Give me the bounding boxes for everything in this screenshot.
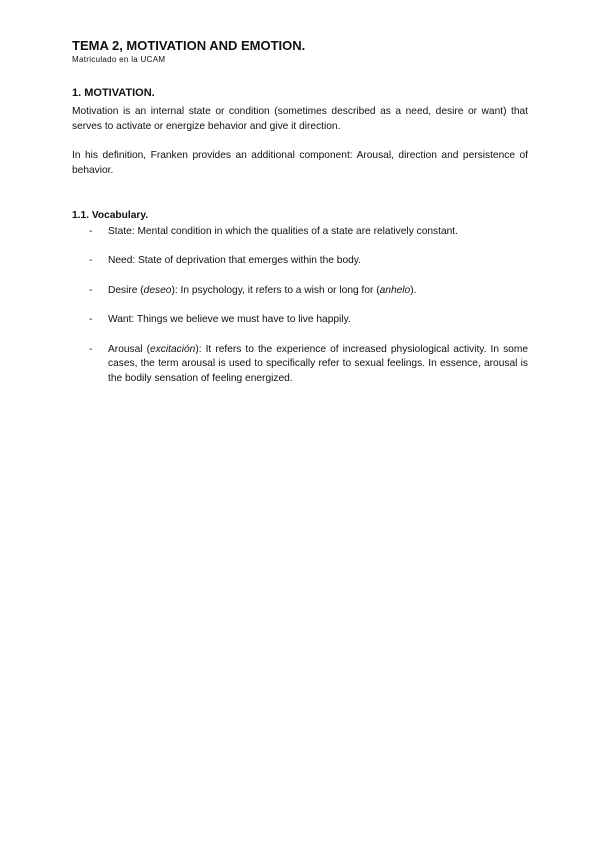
vocabulary-list: [72, 225, 528, 387]
bullet-dash: -: [89, 343, 93, 355]
spanish-term-deseo: deseo: [143, 284, 172, 296]
bullet-dash: -: [89, 226, 93, 237]
vocabulary-item-need: [72, 254, 528, 269]
bullet-dash: -: [89, 255, 93, 267]
vocabulary-item-state: [72, 225, 528, 240]
bullet-dash: -: [89, 314, 93, 326]
vocabulary-item-desire: [72, 284, 528, 299]
bullet-dash: -: [89, 284, 93, 296]
spanish-term-excitacion: excitación: [150, 343, 196, 355]
vocabulary-text-post: ).: [410, 284, 417, 296]
vocabulary-text-mid: ): In psychology, it refers to a wish or long for (: [171, 284, 380, 296]
subsection-heading-vocabulary: 1.1. Vocabulary.: [72, 210, 149, 221]
motivation-definition-paragraph: Motivation is an internal state or condition (sometimes described as a need, desire or want) that serves to activate or energize behavior and give it direction.: [72, 106, 528, 132]
vocabulary-text: State: Mental condition in which the qualities of a state are relatively constant.: [108, 226, 458, 237]
vocabulary-text: Need: State of deprivation that emerges within the body.: [108, 255, 361, 267]
vocabulary-item-arousal: [72, 343, 528, 387]
vocabulary-text-post: ): It refers to the experience of increased physiological activity. In some cases, the term arousal is used to specifically refer to sexual feelings. In essence, arousal is the bodily sensation of feeling energized.: [108, 343, 529, 385]
vocabulary-text-pre: Desire (: [108, 284, 144, 296]
vocabulary-text-pre: Arousal (: [108, 343, 150, 355]
document-title: TEMA 2, MOTIVATION AND EMOTION.: [72, 38, 306, 53]
vocabulary-item-want: [72, 313, 528, 328]
spanish-term-anhelo: anhelo: [379, 284, 411, 296]
section-heading-motivation: 1. MOTIVATION.: [72, 87, 155, 99]
franken-definition-paragraph: In his definition, Franken provides an additional component: Arousal, direction and persistence of behavior.: [72, 150, 528, 176]
vocabulary-text: Want: Things we believe we must have to live happily.: [108, 314, 351, 326]
document-subtitle: Matriculado en la UCAM: [72, 55, 166, 64]
